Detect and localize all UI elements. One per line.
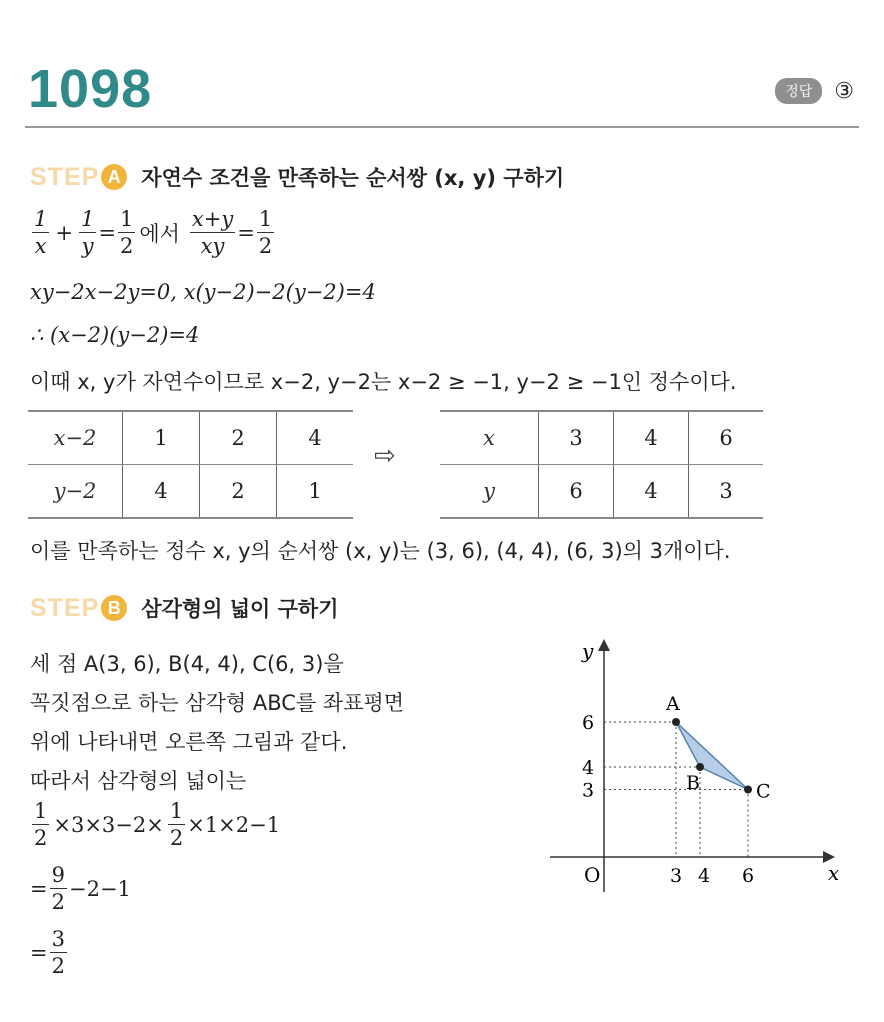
answer-badge: 정답 <box>775 78 822 104</box>
step-a-title: 자연수 조건을 만족하는 순서쌍 (x, y) 구하기 <box>141 166 565 190</box>
fraction: $\frac{3}{2}$ <box>51 927 65 979</box>
problem-number: 1098 <box>28 59 153 119</box>
fraction: $\frac{1}{2}$ <box>258 207 273 259</box>
header-divider <box>25 126 859 128</box>
coordinate-graph <box>540 630 850 900</box>
table-right <box>440 410 763 519</box>
fraction: $\frac{1}{2}$ <box>169 799 184 851</box>
step-b-title: 삼각형의 넓이 구하기 <box>141 597 339 621</box>
step-b-heading <box>30 593 339 623</box>
fraction: $\frac{1}{y}$ <box>80 207 95 259</box>
point-c <box>744 786 752 794</box>
y-tick-label: 4 <box>582 757 595 779</box>
point-label-a: A <box>666 693 680 715</box>
guide-lines <box>604 722 748 857</box>
text-line: 따라서 삼각형의 넓이는 <box>30 769 247 793</box>
answer-indicator <box>775 78 854 104</box>
calc-line-3: = $\frac{3}{2}$ <box>30 927 65 979</box>
fraction: $\frac{9}{2}$ <box>51 863 65 915</box>
table-row: x−2 1 2 4 <box>28 411 353 465</box>
fraction: $\frac{1}{x}$ <box>34 207 48 259</box>
table-row: y−2 4 2 1 <box>28 465 353 519</box>
step-b-word: STEP <box>30 593 100 622</box>
point-b <box>696 763 704 771</box>
x-axis-label: x <box>828 861 840 885</box>
step-a-heading <box>30 162 564 192</box>
table-left <box>28 410 353 519</box>
text-line: 세 점 A(3, 6), B(4, 4), C(6, 3)을 <box>30 652 344 676</box>
y-tick-label: 3 <box>582 779 595 802</box>
y-tick-label: 6 <box>582 712 595 734</box>
equation-line-1: $\frac{1}{x}$ + $\frac{1}{y}$ = $\frac{1}{2}$ 에서 $\frac{x+y}{xy}$ = $\frac{1}{2}$ <box>34 207 273 259</box>
fraction: $\frac{1}{2}$ <box>119 207 134 259</box>
x-tick-label: 4 <box>698 865 711 887</box>
point-label-b: B <box>686 772 700 794</box>
equation-line-3: ∴ (x−2)(y−2)=4 <box>30 323 200 347</box>
origin-label: O <box>584 863 601 887</box>
step-a-word: STEP <box>30 162 100 191</box>
equation-line-2: xy−2x−2y=0, x(y−2)−2(y−2)=4 <box>30 280 376 304</box>
y-axis-label: y <box>582 639 594 663</box>
condition-line: 이때 x, y가 자연수이므로 x−2, y−2는 x−2 ≥ −1, y−2 ≥ −1인 정수이다. <box>30 370 737 394</box>
right-arrow-icon: ⇨ <box>374 441 396 471</box>
table-row: y 6 4 3 <box>440 465 763 519</box>
point-a <box>672 718 680 726</box>
answer-value: ③ <box>834 78 854 104</box>
calc-line-2: = $\frac{9}{2}$ −2−1 <box>30 863 131 915</box>
ticks <box>582 712 754 887</box>
text-line: 꼭짓점으로 하는 삼각형 ABC를 좌표평면 <box>30 691 405 715</box>
point-label-c: C <box>756 780 771 803</box>
x-tick-label: 6 <box>742 865 755 887</box>
calc-line-1: $\frac{1}{2}$ ×3×3−2× $\frac{1}{2}$ ×1×2−1 <box>34 799 281 851</box>
x-tick-label: 3 <box>670 865 683 887</box>
step-b-letter: B <box>101 595 127 621</box>
conclusion-line: 이를 만족하는 정수 x, y의 순서쌍 (x, y)는 (3, 6), (4, 4), (6, 3)의 3개이다. <box>30 539 731 563</box>
fraction: $\frac{1}{2}$ <box>34 799 48 851</box>
step-a-letter: A <box>101 164 127 190</box>
text-line: 위에 나타내면 오른쪽 그림과 같다. <box>30 730 348 754</box>
points <box>665 693 771 803</box>
fraction: $\frac{x+y}{xy}$ <box>191 207 234 259</box>
table-row: x 3 4 6 <box>440 411 763 465</box>
